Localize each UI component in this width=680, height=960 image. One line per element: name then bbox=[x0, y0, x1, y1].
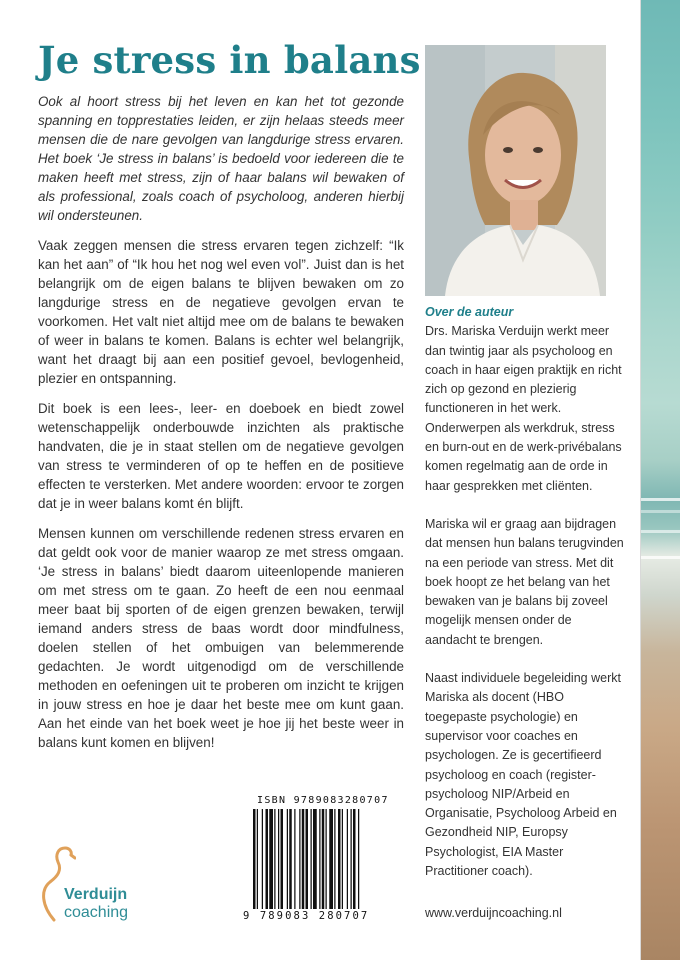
barcode-bar bbox=[306, 809, 309, 909]
back-cover-text bbox=[38, 92, 404, 763]
website-url: www.verduijncoaching.nl bbox=[425, 906, 562, 920]
logo-text-verduijn: Verduijn bbox=[64, 886, 128, 903]
barcode-bar bbox=[338, 809, 341, 909]
barcode-bar bbox=[266, 809, 269, 909]
body-paragraph: Mensen kunnen om verschillende redenen stress ervaren en dat geldt ook voor de manier waarop ze met stress omgaan. ‘Je stress in balans’ biedt daarom uiteenlopende manieren om met stress om te gaan. Zo heeft de een nou eenmaal meer baat bij sporten of de eigen grenzen bewaken, terwijl iemand anders stress de baas wordt door mindfulness, doelen stellen of het ombuigen van belemmerende gedachten. Je wordt uitgenodigd om de verschillende methoden en oefeningen uit te proberen om inzicht te krijgen in jouw stress en hoe je daar het beste mee om kunt gaan. Aan het einde van het boek weet je hoe jij het beste weer in balans kunt komen en blijven! bbox=[38, 526, 404, 750]
barcode-bar bbox=[319, 809, 320, 909]
barcode-bar bbox=[257, 809, 258, 909]
barcode-bar bbox=[281, 809, 284, 909]
barcode-bar bbox=[322, 809, 325, 909]
barcode-bar bbox=[347, 809, 348, 909]
barcode-bar bbox=[287, 809, 288, 909]
author-bio: Drs. Mariska Verduijn werkt meer dan twintig jaar als psycholoog en coach in haar eigen praktijk en richt zich op gezond en plezierig functioneren in het werk. Onderwerpen als werkdruk, stress en burn-out en de werk-privébalans komen regelmatig aan de orde in haar gesprekken met cliënten. bbox=[425, 324, 622, 493]
beach-photo-strip bbox=[640, 0, 680, 960]
barcode-bar bbox=[353, 809, 356, 909]
barcode-bar bbox=[302, 809, 305, 909]
body-paragraph: Vaak zeggen mensen die stress ervaren tegen zichzelf: “Ik kan het aan” of “Ik hou het nog wel even vol”. Juist dan is het belangrijk om de eigen balans te blijven bewaken om zo langdurige stress en de negatieve gevolgen ervan te voorkomen. Het valt niet altijd mee om de balans te bewaken of weer in balans te komen. Balans is echter wel belangrijk, want het draagt bij aan een positief gevoel, bevlogenheid, plezier en ontspanning. bbox=[38, 238, 404, 386]
barcode-bar bbox=[294, 809, 295, 909]
barcode-bar bbox=[329, 809, 333, 909]
barcode-bar bbox=[342, 809, 343, 909]
isbn-digits: 9 789083 280707 bbox=[243, 910, 370, 922]
barcode-bar bbox=[289, 809, 292, 909]
barcode-bar bbox=[326, 809, 327, 909]
barcode-bar bbox=[299, 809, 300, 909]
isbn-label: ISBN 9789083280707 bbox=[257, 795, 389, 806]
author-photo bbox=[425, 45, 606, 296]
barcode-bar bbox=[358, 809, 359, 909]
barcode-bar bbox=[262, 809, 263, 909]
author-section bbox=[425, 303, 625, 900]
author-heading: Over de auteur bbox=[425, 305, 514, 319]
logo-text-coaching: coaching bbox=[64, 904, 129, 921]
barcode-bar bbox=[274, 809, 275, 909]
barcode-bar bbox=[351, 809, 352, 909]
author-bio: Mariska wil er graag aan bijdragen dat mensen hun balans terugvinden na een periode van stress. Met dit boek hoopt ze het belang van het bewaken van je balans bij zoveel mogelijk mensen onder de aandacht te brengen. bbox=[425, 516, 624, 647]
barcode-bar bbox=[334, 809, 335, 909]
barcode-bar bbox=[313, 809, 317, 909]
intro-paragraph: Ook al hoort stress bij het leven en kan het tot gezonde spanning en topprestaties leiden, er zijn helaas steeds meer mensen die de nare gevolgen van langdurige stress ervaren. Het boek ‘Je stress in balans’ is bedoeld voor iedereen die te maken heeft met stress, zijn of haar balans wil bewaken of als professional, zoals coach of psycholoog, anderen hierbij wil ondersteunen. bbox=[38, 94, 404, 223]
barcode-bar bbox=[311, 809, 312, 909]
barcode-bar bbox=[278, 809, 279, 909]
barcode-bar bbox=[269, 809, 273, 909]
isbn-barcode bbox=[243, 795, 403, 925]
verduijn-coaching-logo bbox=[36, 842, 166, 922]
barcode-bars bbox=[253, 809, 398, 909]
barcode-bar bbox=[253, 809, 256, 909]
book-title: Je stress in balans bbox=[38, 38, 421, 82]
author-bio: Naast individuele begeleiding werkt Mariska als docent (HBO toegepaste psychologie) en supervisor voor coaches en psychologen. Ze is gecertifieerd psycholoog en coach (register-psycholoog NIP/Arbeid en Organisatie, Psycholoog Arbeid en Gezondheid NIP, Europsy Psychologist, EIA Master Practitioner coach). bbox=[425, 671, 621, 879]
body-paragraph: Dit boek is een lees-, leer- en doeboek en biedt zowel wetenschappelijk onderbouwde inzichten als praktische handvaten, die je in staat stellen om de negatieve gevolgen van stress te verminderen of op te heffen en de positieve effecten te versterken. Met andere woorden: ervoor te zorgen dat je in weer balans komt én blijft. bbox=[38, 401, 404, 511]
